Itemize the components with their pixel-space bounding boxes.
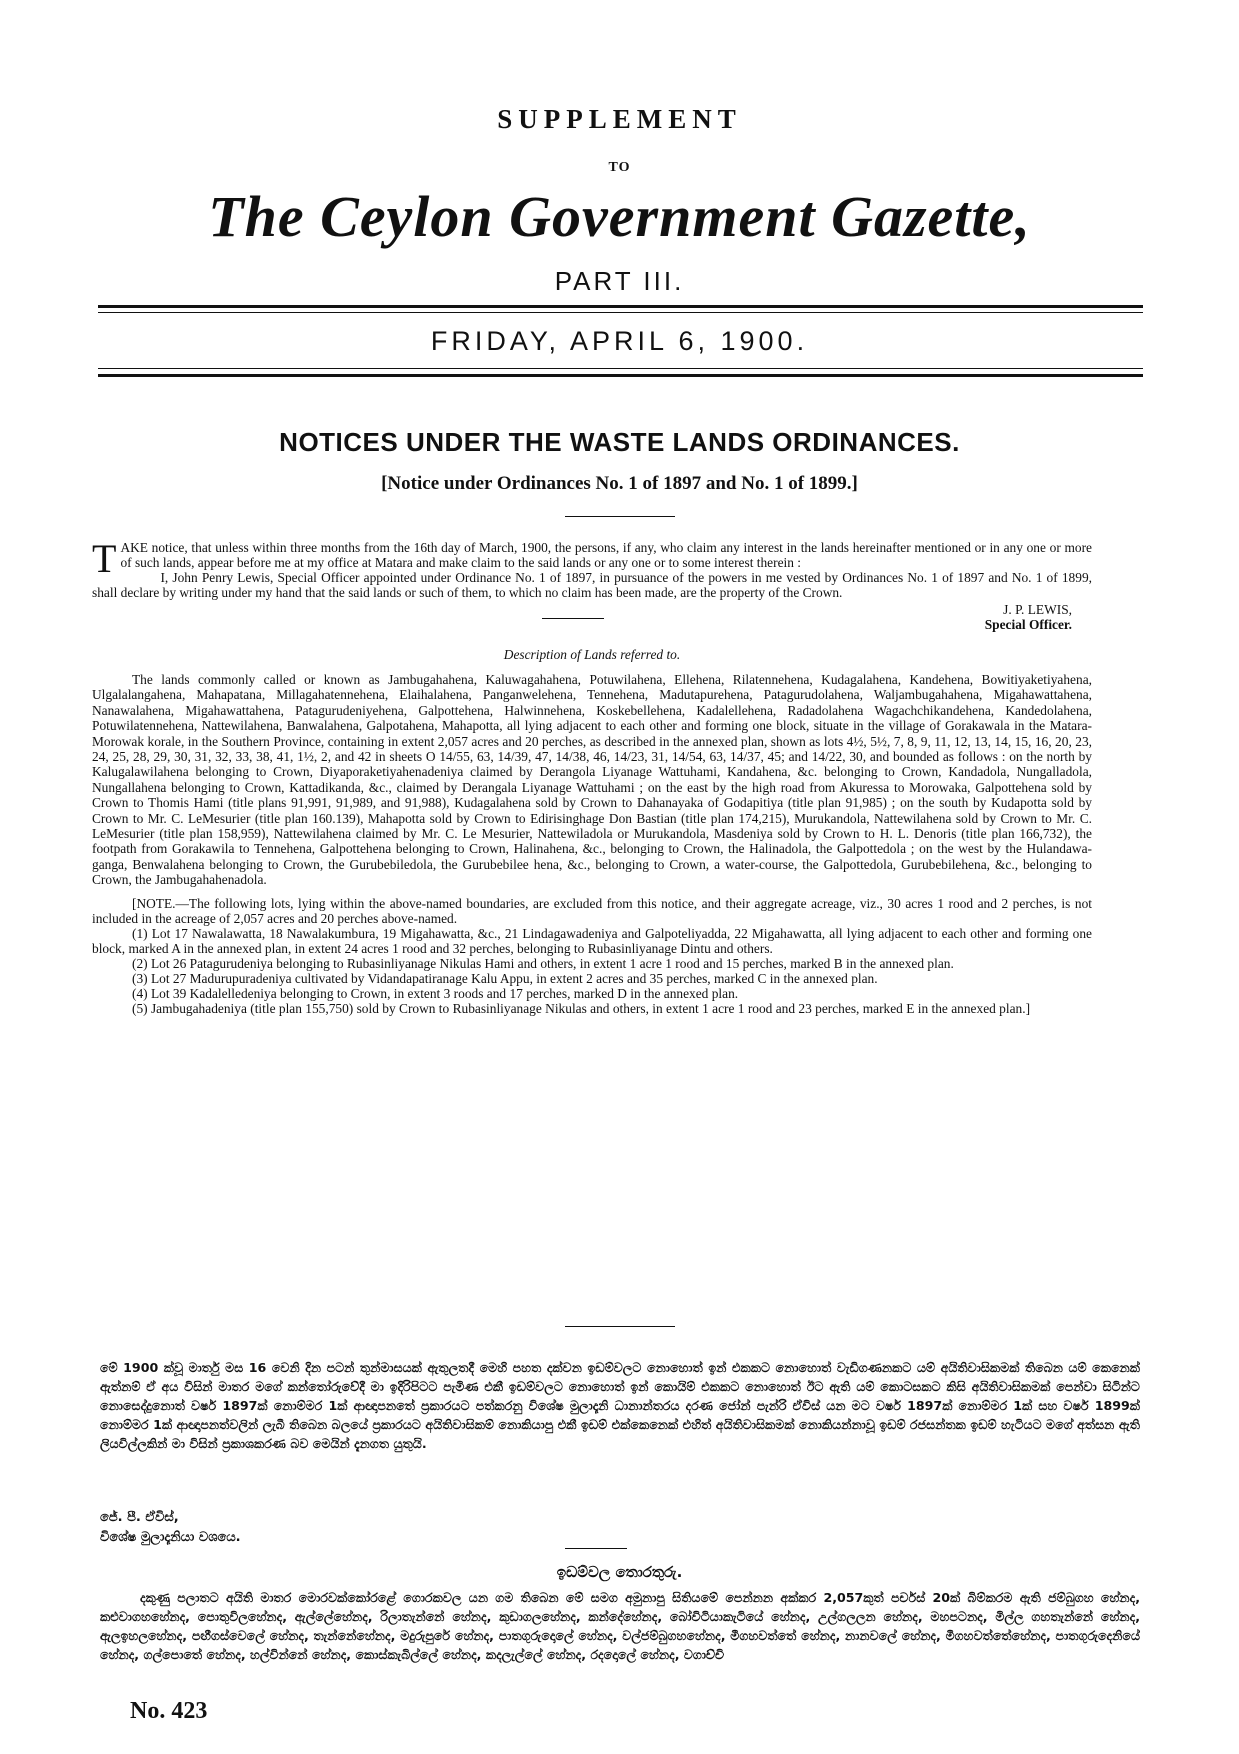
header-rule-bottom-thin xyxy=(98,368,1143,369)
description-heading: Description of Lands referred to. xyxy=(503,647,681,662)
section-divider xyxy=(565,516,675,517)
section-title: NOTICES UNDER THE WASTE LANDS ORDINANCES. xyxy=(279,427,960,457)
supplement-heading: SUPPLEMENT xyxy=(497,104,742,134)
notice-para-2: I, John Penry Lewis, Special Officer appointed under Ordinance No. 1 of 1897, in pursuance of the powers in me vested by Ordinances No. 1 of 1897 and No. 1 of 1899, shall declare by writing under my hand that the said lands or such of them, to which no claim has been made, are the property of the Crown. xyxy=(92,570,1092,600)
gazette-title: The Ceylon Government Gazette, xyxy=(208,184,1031,249)
notice-para-1-text: AKE notice, that unless within three months from the 16th day of March, 1900, the persons, if any, who claim any interest in the lands hereinafter mentioned or in any one or more of such lands, appear before me at my office at Matara and make claim to the said lands or any one or to some interest therein : xyxy=(120,540,1092,570)
notice-signer-title: Special Officer. xyxy=(984,617,1072,632)
header-rule-bottom xyxy=(98,374,1143,377)
note-intro: [NOTE.—The following lots, lying within the above-named boundaries, are excluded from this notice, and their aggregate acreage, viz., 30 acres 1 rood and 2 perches, is not included in the acreage of 2,057 acres and 20 perches above-named. xyxy=(92,895,1092,926)
to-label: TO xyxy=(608,160,631,175)
note-item-5: (5) Jambugahadeniya (title plan 155,750) sold by Crown to Rubasinliyanage Nikulas and others, in extent 1 acre 1 rood and 23 perches, marked E in the annexed plan.] xyxy=(132,1000,1031,1016)
sinhala-signer-title: විශේෂ මුලාදෑනියා වශයෙ. xyxy=(100,1530,241,1545)
header-rule-top-thin xyxy=(98,312,1143,313)
notice-signer: J. P. LEWIS, xyxy=(1003,602,1072,617)
drop-cap: T xyxy=(92,536,117,581)
notice-para-1 xyxy=(92,536,1092,581)
sinhala-notice: මේ 1900 ක්වූ මාර්තු මස 16 වෙනි දින පටන් තුන්මාසයක් ඇතුලතදී මෙහි පහත දක්වන ඉඩම්වලට නොහොත් ඉන් එකකට නොහොත් වැඩිගණනකට යම් අයිතිවාසිකමක් තිබෙන යම් කෙනෙක් ඇත්නම් ඒ අය විසින් මාතර මගේ කන්තෝරුවේදී මා ඉදිරිපිටට පැමිණ එකී ඉඩම්වලට නොහොත් ඉන් කොයිම් එකකට නොහොත් ඊට ඇති යම් කොටසකට කිසි අයිතිවාසිකමක් පෙන්වා සිටින්ට නොසෙද්දුනොත් වර්ෂ 1897ක් නොම්මර 1ක් ආඥාපනතේ ප්‍රකාරයට පත්කරනු විශේෂ මුලාදෑනි ධානාන්තරය දරණ ජෝන් පැන්රි ඒවිස් යන මට වර්ෂ 1897ක් නොම්මර 1ක් සහ වර්ෂ 1899ක් නොම්මර 1ක් ආඥාපනත්වලින් ලැබී තිබෙන බලයේ ප්‍රකාරයට අයිතිවාසිකම් නොකියාපු එකී ඉඩම් එක්කෙනෙක් එහිත් අයිතිවාසිකමක් නොකියන්නාවූ ඉඩම් රජසන්තක ඉඩම් හැටියට මගේ අත්සන ඇති ලියවිල්ලකින් මා විසින් ප්‍රකාශකරණ බව මෙයින් දැනගත යුතුයි. xyxy=(100,1360,1140,1451)
language-divider xyxy=(565,1326,675,1327)
sinhala-description: දකුණු පලාතට අයිති මාතර මොරවක්කෝරළේ ගොරකවල යන ගම තිබෙන මේ සමග අමුනාපු සිතියමේ පෙන්නන අක්කර 2,057කුත් පර්චස් 20ක් බිම්කරම ඇති ජම්බුගහ හේනද, කළුවාගහහේනද, පොතුවිලහේනද, ඇල්ලේහේනද, රිලාතැන්නේ හේනද, කුඩාගලහේනද, කන්දේහේනද, බෝවිටියාකැටියේ හේනද, උල්ගලලන හේනද, මහපටනද, මිල්ල ගහතැන්නේ හේනද, ඇලඉහලහේනද, පඟීගස්වෙලේ හේනද, තැන්නේහේනද, මදුරුපුරේ හේනද, පාතගුරුදොලේ හේනද, වල්ජම්බුගහහේනද, මීගහවත්තේ හේනද, නානවලේ හේනද, මීගහවත්තේහේනද, පාතගුරුදෙනියේ හේනද, ගල්පොතේ හේනද, හල්වින්නේ හේනද, කොස්කැබිල්ලේ හේනද, කදලැල්ලේ හේනද, රදදොලේ හේනද, වගාච්චි xyxy=(100,1590,1140,1662)
section-subtitle: [Notice under Ordinances No. 1 of 1897 and No. 1 of 1899.] xyxy=(381,473,858,494)
note-item-3: (3) Lot 27 Madurupuradeniya cultivated by Vidandapatiranage Kalu Appu, in extent 2 acres and 35 perches, marked C in the annexed plan. xyxy=(132,970,878,986)
issue-date: FRIDAY, APRIL 6, 1900. xyxy=(430,326,809,356)
sinhala-signer-divider xyxy=(565,1548,627,1549)
note-item-4: (4) Lot 39 Kadalelledeniya belonging to Crown, in extent 3 roods and 17 perches, marked D in the annexed plan. xyxy=(132,985,739,1001)
note-item-2: (2) Lot 26 Patagurudeniya belonging to Rubasinliyanage Nikulas Hami and others, in extent 1 acre 1 rood and 15 perches, marked B in the annexed plan. xyxy=(132,955,954,971)
notice-body xyxy=(92,536,1092,1016)
signer-divider xyxy=(542,618,604,619)
sinhala-signer: ජේ. පී. ඒවිස්, xyxy=(100,1510,179,1525)
sinhala-heading: ඉඩම්වල තොරතුරු. xyxy=(556,1563,683,1581)
note-item-1: (1) Lot 17 Nawalawatta, 18 Nawalakumbura, 19 Migahawatta, &c., 21 Lindagawadeniya and Galpoteliyadda, 22 Migahawatta, all lying adjacent to each other and forming one block, marked A in the annexed plan, in extent 24 acres 1 rood and 32 perches, belonging to Rubasinliyanage Dintu and others. xyxy=(92,925,1092,956)
description-text: The lands commonly called or known as Jambugahahena, Kaluwagahahena, Potuwilahena, Ellehena, Rilatennehena, Kudagalahena, Kandehena, Bowitiyaketiyahena, Ulgalalangahena, Mahapatana, Millagahatennehena, Elaihalahena, Panganwelehena, Tennehena, Madutapurehena, Patagurudolahena, Waljambugahahena, Migahawattahena, Nanawalahena, Migahawattahena, Patagurudeniyehena, Galpottehena, Halwinnehena, Koskebellehena, Kadalellehena, Radadolahena Wagachchikandehena, Kandedolahena, Potuwilatennehena, Nattewilahena, Banwalahena, Galpotahena, Mahapotta, all lying adjacent to each other and forming one block, situate in the village of Gorakawala in the Matara-Morowak korale, in the Southern Province, containing in extent 2,057 acres and 20 perches, as described in the annexed plan, shown as lots 4½, 5½, 7, 8, 9, 11, 12, 13, 14, 15, 16, 20, 23, 24, 25, 28, 29, 30, 31, 32, 33, 38, 41, 1½, 2, and 42 in sheets O 14/55, 63, 14/39, 47, 14/38, 46, 14/23, 31, 14/54, 63, 14/37, 45; and 14/22, 30, and bounded as follows : on the north by Kalugalawilahena belonging to Crown, Diyaporaketiyahenadeniya claimed by Derangola Liyanage Wattuhami, Kandahena, &c. belonging to Crown, Kandadola, Nungalladola, Nungallahena belonging to Crown, Kattadikanda, &c., claimed by Derangala Liyanage Wattuhami ; on the east by the high road from Akuressa to Morowaka, Galpottehena sold by Crown to Thomis Hami (title plans 91,991, 91,989, and 91,988), Kudagalahena sold by Crown to Dahanayaka of Godapitiya (title plan 91,985) ; on the south by Kudapotta sold by Crown to Mr. C. LeMesurier (title plan 160.139), Mahapotta sold by Crown to Edirisinghage Don Bastian (title plan 174,215), Murukandola, Nattewilahena sold by Crown to Mr. C. LeMesurier (title plan 158,959), Nattewilahena claimed by Mr. C. Le Mesurier, Nattewiladola or Murukandola, Masdeniya sold by Crown to H. L. Denoris (title plan 166,732), the footpath from Gorakawila to Tennehena, Galpottehena belonging to Crown, Halinahena, &c., belonging to Crown, the Halinadola, the Galpottedola ; on the west by the Hulandawa-ganga, Benwalahena belonging to Crown, the Gurubebiledola, the Gurubebilee hena, &c., belonging to Crown, a water-course, the Galpottedola, Gurubebilehena, &c., belonging to Crown, the Jambugahahenadola. xyxy=(92,672,1092,888)
page-number: No. 423 xyxy=(130,1698,208,1724)
header-rule-top xyxy=(98,305,1143,308)
part-label: PART III. xyxy=(554,266,685,296)
